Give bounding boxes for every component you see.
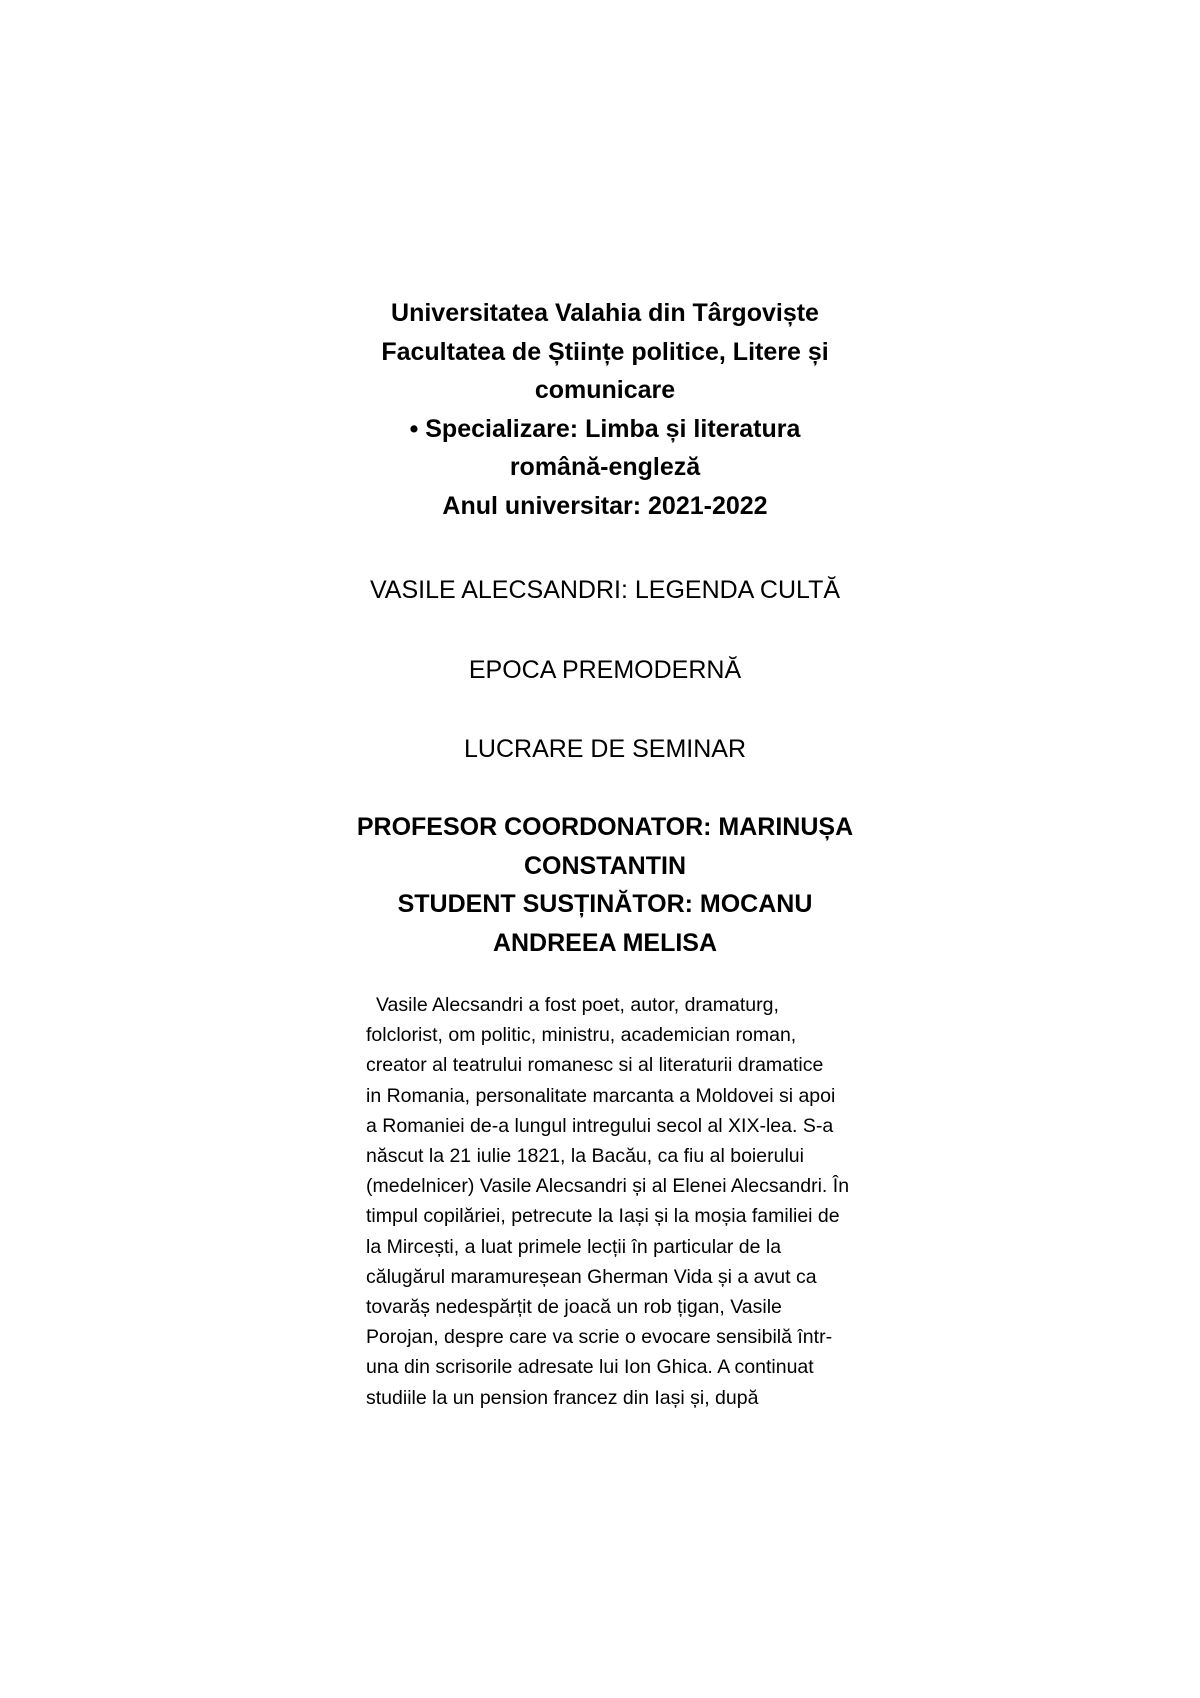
main-title: VASILE ALECSANDRI: LEGENDA CULTĂ (369, 576, 841, 604)
body-line: tovarăș nedespărțit de joacă un rob țigan, Vasile (366, 1296, 782, 1319)
epoch-title: EPOCA PREMODERNĂ (468, 656, 742, 684)
body-line: in Romania, personalitate marcanta a Moldovei si apoi (366, 1084, 836, 1107)
body-line: (medelnicer) Vasile Alecsandri și al Elenei Alecsandri. În (366, 1175, 850, 1198)
body-line: una din scrisorile adresate lui Ion Ghica. A continuat (366, 1356, 814, 1379)
university-name: Universitatea Valahia din Târgoviște (391, 299, 819, 327)
body-line: a Romaniei de-a lungul intregului secol al XIX-lea. S-a (366, 1114, 834, 1137)
academic-year: Anul universitar: 2021-2022 (442, 491, 768, 520)
body-line: născut la 21 iulie 1821, la Bacău, ca fiu al boierului (366, 1145, 804, 1168)
paper-type-title: LUCRARE DE SEMINAR (464, 735, 746, 763)
specialization-line2: română-engleză (509, 453, 701, 481)
body-line: Vasile Alecsandri a fost poet, autor, dramaturg, (376, 994, 779, 1016)
body-line: la Mircești, a luat primele lecții în particular de la (366, 1235, 782, 1258)
faculty-name-line2: comunicare (534, 376, 676, 404)
professor-line2: CONSTANTIN (523, 851, 687, 880)
professor-line1: PROFESOR COORDONATOR: MARINUȘA (356, 813, 854, 841)
body-line: timpul copilăriei, petrecute la Iași și la moșia familiei de (366, 1205, 840, 1228)
institution-header (330, 294, 880, 525)
faculty-name-line1: Facultatea de Științe politice, Litere și (381, 337, 829, 366)
body-line: Porojan, despre care va scrie o evocare sensibilă într- (366, 1326, 833, 1349)
body-line: folclorist, om politic, ministru, academician roman, (366, 1024, 797, 1047)
specialization-line1: • Specializare: Limba și literatura (409, 414, 801, 443)
body-line: creator al teatrului romanesc si al literaturii dramatice (366, 1054, 824, 1077)
authors-block (330, 808, 880, 962)
body-line: călugărul maramureșean Gherman Vida și a avut ca (366, 1265, 817, 1288)
student-line1: STUDENT SUSȚINĂTOR: MOCANU (397, 890, 813, 918)
body-line: studiile la un pension francez din Iași și, după (366, 1386, 759, 1409)
body-paragraph (366, 990, 926, 1413)
student-line2: ANDREEA MELISA (492, 928, 718, 957)
